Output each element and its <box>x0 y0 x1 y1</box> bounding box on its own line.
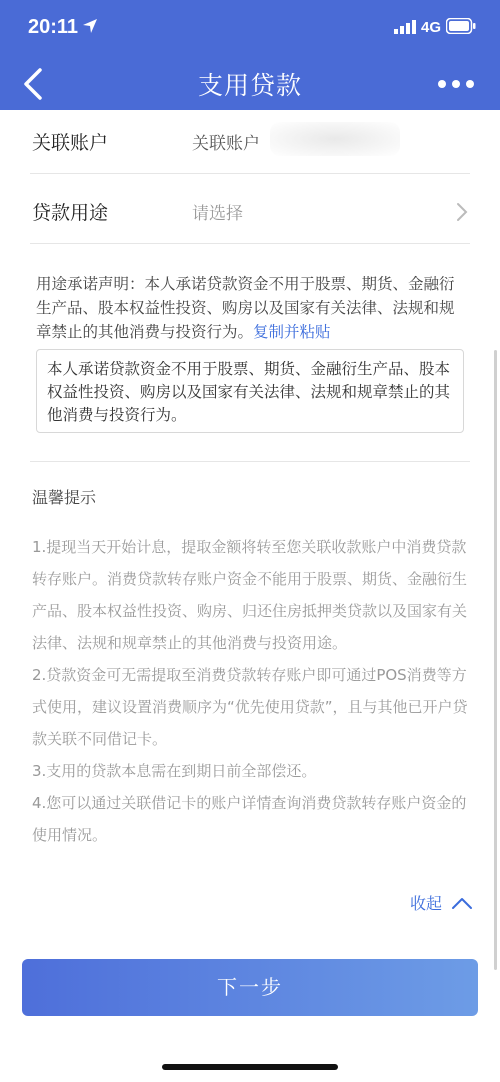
account-number-masked <box>270 122 400 156</box>
next-step-button[interactable]: 下一步 <box>22 959 478 1016</box>
chevron-right-icon <box>456 202 468 222</box>
tip-item: 2.贷款资金可无需提取至消费贷款转存账户即可通过POS消费等方式使用，建议设置消费顺序为“优先使用贷款”，且与其他已开户贷款关联不同借记卡。 <box>32 666 468 748</box>
page-title: 支用贷款 <box>197 71 302 100</box>
pledge-statement-text: 用途承诺声明：本人承诺贷款资金不用于股票、期货、金融衍生产品、股本权益性投资、购房以及国家有关法律、法规和规章禁止的其他消费与投资行为。 <box>36 275 455 341</box>
scrollbar[interactable] <box>494 350 497 970</box>
nav-bar <box>0 58 500 110</box>
tip-item: 1.提现当天开始计息，提取金额将转至您关联收款账户中消费贷款转存账户。消费贷款转存账户资金不能用于股票、期货、金融衍生产品、股本权益性投资、购房、归还住房抵押类贷款以及国家有关法律、法规和规章禁止的其他消费与投资用途。 <box>32 538 468 652</box>
tips-list <box>32 531 472 851</box>
tips-title: 温馨提示 <box>32 488 97 507</box>
chevron-up-icon[interactable] <box>451 896 473 910</box>
purpose-select[interactable]: 请选择 <box>192 204 243 224</box>
purpose-label: 贷款用途 <box>32 202 109 224</box>
tip-item: 3.支用的贷款本息需在到期日前全部偿还。 <box>32 762 317 780</box>
divider <box>30 461 470 462</box>
network-type: 4G <box>421 19 442 36</box>
account-label: 关联账户 <box>32 132 109 154</box>
pledge-input[interactable]: 本人承诺贷款资金不用于股票、期货、金融衍生产品、股本权益性投资、购房以及国家有关法律、法规和规章禁止的其他消费与投资行为。 <box>36 349 464 433</box>
pledge-statement <box>36 272 466 344</box>
battery-icon <box>446 18 476 34</box>
home-indicator[interactable] <box>162 1064 338 1070</box>
purpose-row[interactable] <box>30 180 470 244</box>
status-time: 20:11 <box>28 16 79 38</box>
status-bar <box>0 0 500 58</box>
collapse-button[interactable]: 收起 <box>410 894 443 913</box>
account-row <box>30 110 470 174</box>
signal-icon <box>394 20 416 34</box>
location-arrow-icon <box>82 18 98 34</box>
copy-paste-link[interactable]: 复制并粘贴 <box>253 323 331 341</box>
account-value: 关联账户 <box>192 134 260 154</box>
tip-item: 4.您可以通过关联借记卡的账户详情查询消费贷款转存账户资金的使用情况。 <box>32 794 467 844</box>
more-options-icon[interactable] <box>436 76 476 92</box>
